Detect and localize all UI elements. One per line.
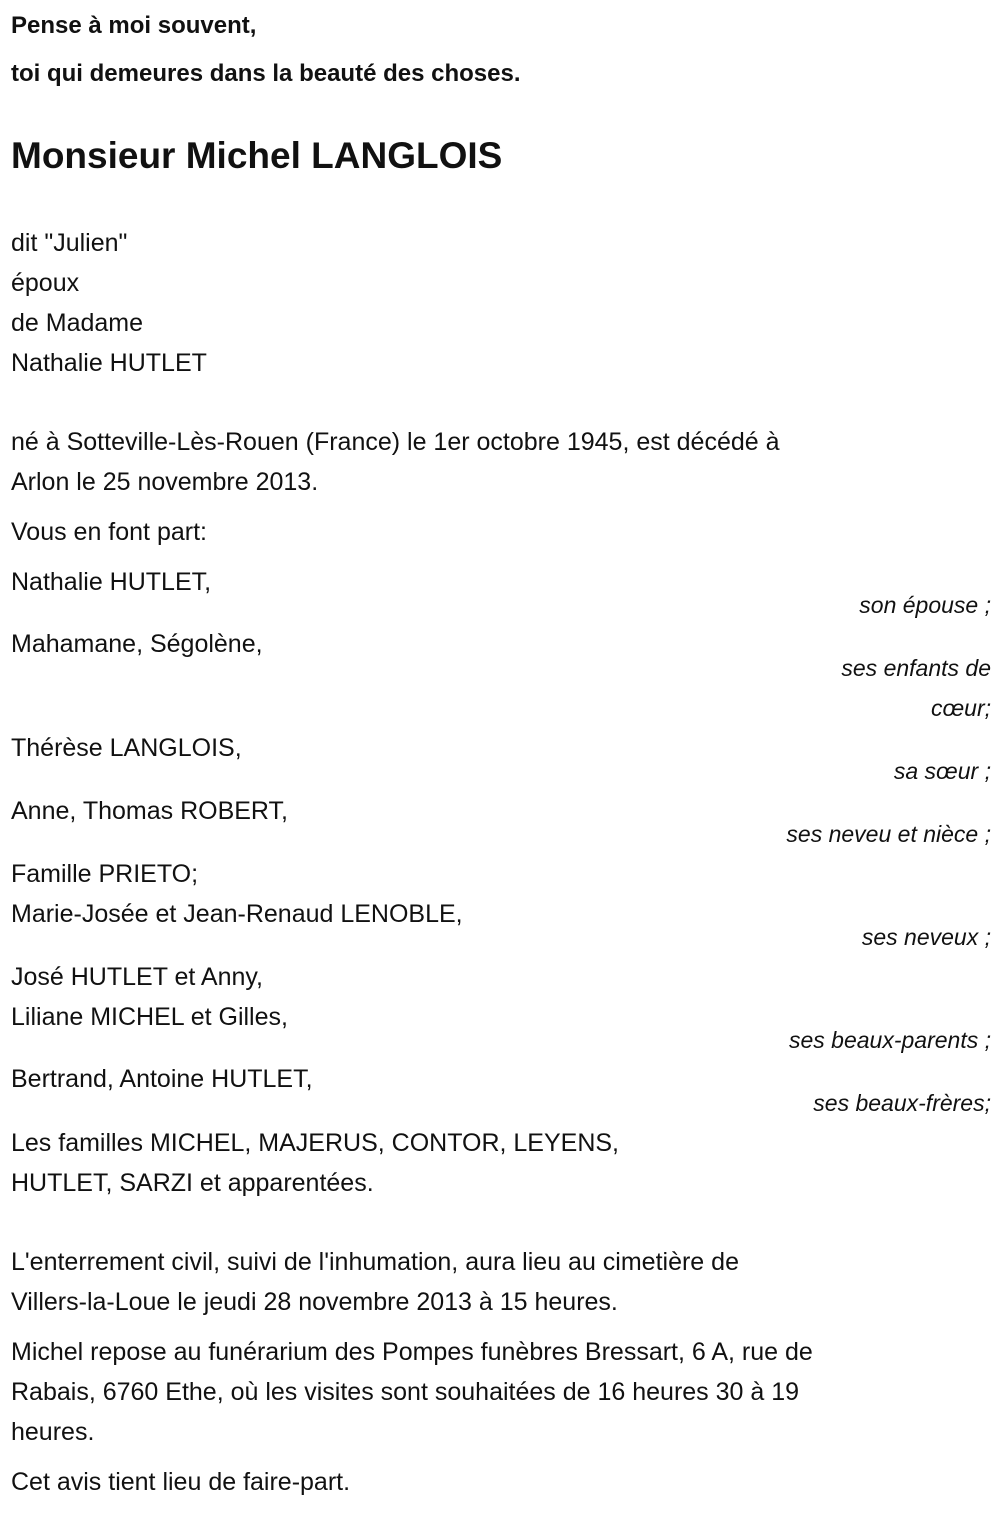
family-role: ses beaux-parents ; <box>788 1027 991 1053</box>
family-entry <box>11 957 288 1037</box>
spouse-line-1: époux <box>11 269 80 297</box>
family-names: Famille PRIETO; <box>11 860 199 888</box>
deceased-name: Monsieur Michel LANGLOIS <box>11 135 503 176</box>
family-role: ses neveu et nièce ; <box>786 821 991 847</box>
family-role: ses enfants de <box>841 655 991 681</box>
funeral-paragraph <box>11 1242 739 1322</box>
funeral-line-2: Villers-la-Loue le jeudi 28 novembre 2013 à 15 heures. <box>11 1288 618 1316</box>
rest-line-1: Michel repose au funérarium des Pompes funèbres Bressart, 6 A, rue de <box>11 1338 813 1366</box>
families-line-1: Les familles MICHEL, MAJERUS, CONTOR, LEYENS, <box>11 1129 620 1157</box>
closing-note: Cet avis tient lieu de faire-part. <box>11 1468 351 1496</box>
family-names: Mahamane, Ségolène, <box>11 630 263 658</box>
family-entry <box>11 854 463 934</box>
family-entry <box>11 728 242 768</box>
families-line-2: HUTLET, SARZI et apparentées. <box>11 1169 374 1197</box>
epigraph-line-1: Pense à moi souvent, <box>11 12 257 39</box>
family-entry <box>11 562 211 602</box>
family-names: Liliane MICHEL et Gilles, <box>11 1003 288 1031</box>
family-role: son épouse ; <box>859 592 991 618</box>
funeral-line-1: L'enterrement civil, suivi de l'inhumation, aura lieu au cimetière de <box>11 1248 739 1276</box>
family-entry <box>11 1059 313 1099</box>
family-entry <box>11 624 263 664</box>
family-role: cœur; <box>930 695 991 721</box>
rest-line-2: Rabais, 6760 Ethe, où les visites sont souhaitées de 16 heures 30 à 19 <box>11 1378 800 1406</box>
rest-paragraph <box>11 1332 813 1452</box>
family-names: José HUTLET et Anny, <box>11 963 263 991</box>
family-names: Marie-Josée et Jean-Renaud LENOBLE, <box>11 900 463 928</box>
birth-death-line-2: Arlon le 25 novembre 2013. <box>11 468 319 496</box>
family-names: Thérèse LANGLOIS, <box>11 734 242 762</box>
obituary-notice <box>11 0 991 1517</box>
deceased-details <box>11 223 207 383</box>
family-role: sa sœur ; <box>893 758 991 784</box>
spouse-line-3: Nathalie HUTLET <box>11 349 207 377</box>
birth-death-paragraph <box>11 422 780 502</box>
announcement: Vous en font part: <box>11 518 207 546</box>
family-names: Bertrand, Antoine HUTLET, <box>11 1065 313 1093</box>
family-names: Anne, Thomas ROBERT, <box>11 797 288 825</box>
family-role: ses neveux ; <box>861 924 991 950</box>
deceased-alias: dit "Julien" <box>11 229 128 257</box>
spouse-line-2: de Madame <box>11 309 144 337</box>
families-paragraph <box>11 1123 619 1203</box>
birth-death-line-1: né à Sotteville-Lès-Rouen (France) le 1er octobre 1945, est décédé à <box>11 428 780 456</box>
family-names: Nathalie HUTLET, <box>11 568 212 596</box>
epigraph-line-2: toi qui demeures dans la beauté des choses. <box>11 60 521 87</box>
family-entry <box>11 791 288 831</box>
rest-line-3: heures. <box>11 1418 95 1446</box>
family-role: ses beaux-frères; <box>813 1090 991 1116</box>
